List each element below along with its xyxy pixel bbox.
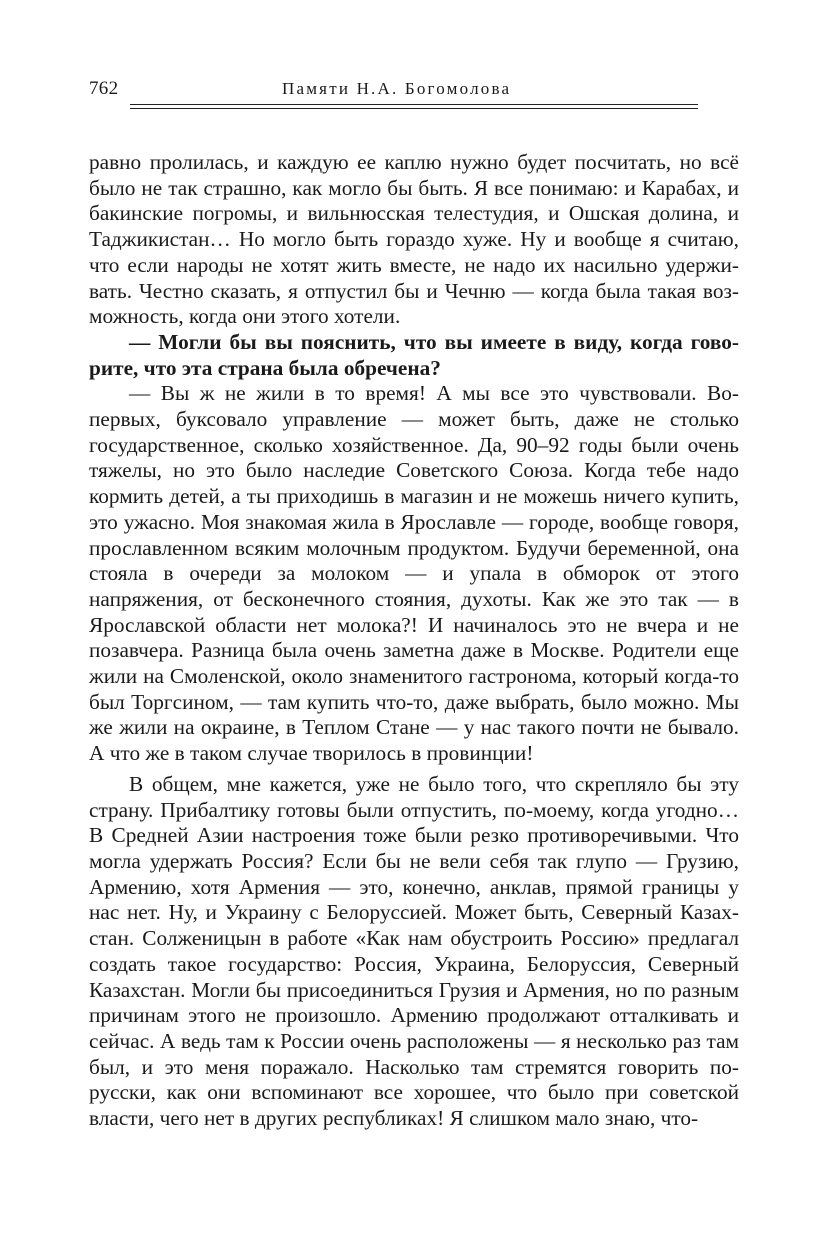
header-rule-thin	[130, 108, 698, 109]
paragraph: — Вы ж не жили в то время! А мы все это чувствовали. Во-первых, буксовало управление — может быть, даже не столько государственное, сколько хозяйственное. Да, 90–92 годы были очень тяжелы, но это было наследие Советского Союза. Когда тебе надо кормить детей, а ты приходишь в магазин и не можешь ничего купить, это ужасно. Моя знакомая жила в Ярославле — городе, вообще говоря, прославленном всяким молочным продуктом. Будучи беременной, она стояла в очереди за молоком — и упала в обморок от этого напряжения, от бесконечного стояния, духоты. Как же это так — в Ярославской области нет молока?! И начиналось это не вчера и не позавчера. Разница была очень заметна даже в Москве. Родители еще жили на Смоленской, около знаменитого гастронома, который когда-то был Торгсином, — там купить что-то, даже выбрать, было можно. Мы же жили на окраине, в Теплом Стане — у нас такого почти не бывало. А что же в таком случае творилось в провинции!	[89, 381, 739, 766]
paragraph: В общем, мне кажется, уже не было того, что скрепляло бы эту страну. Прибалтику готовы были отпустить, по-моему, когда угодно… В Средней Азии настроения тоже были резко противоречивыми. Что могла удержать Россия? Если бы не вели себя так глупо — Грузию, Армению, хотя Армения — это, конечно, анклав, прямой границы у нас нет. Ну, и Украину с Белоруссией. Может быть, Северный Казахстан. Солженицын в работе «Как нам обустроить Россию» предлагал создать такое государство: Россия, Украина, Белоруссия, Северный Казахстан. Могли бы присоединиться Грузия и Армения, но по разным причинам этого не произошло. Армению продолжают отталкивать и сейчас. А ведь там к России очень расположены — я несколько раз там был, и это меня поражало. Насколько там стремятся говорить по-русски, как они вспоминают все хорошее, что было при советской власти, чего нет в других республиках! Я слишком мало знаю, что-	[89, 771, 739, 1131]
body-text	[89, 150, 739, 1132]
running-title: Памяти Н.А. Богомолова	[282, 79, 512, 98]
header-rule-thick	[130, 104, 698, 105]
page-number: 762	[89, 78, 119, 99]
interview-question: — Могли бы вы пояснить, что вы имеете в виду, когда говорите, что эта страна была обречена?	[89, 329, 739, 380]
paragraph: равно пролилась, и каждую ее каплю нужно будет посчитать, но всё было не так страшно, как могло бы быть. Я все понимаю: и Карабах, и бакинские погромы, и вильнюсская телестудия, и Ошская долина, и Таджикистан… Но могло быть гораздо хуже. Ну и вообще я считаю, что если народы не хотят жить вместе, не надо их насильно удерживать. Честно сказать, я отпустил бы и Чечню — когда была такая возможность, когда они этого хотели.	[89, 150, 739, 329]
